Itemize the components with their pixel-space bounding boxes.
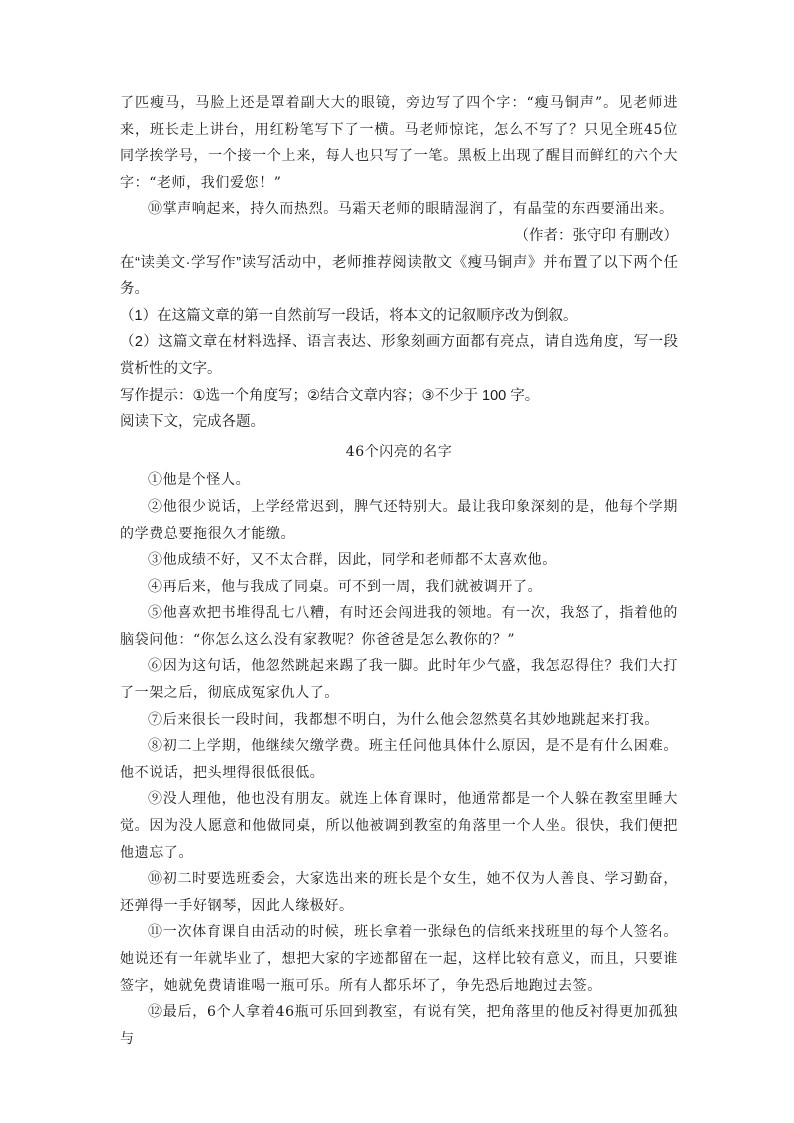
task-intro: 在“读美文·学写作”读写活动中，老师推荐阅读散文《瘦马铜声》并布置了以下两个任务。 bbox=[120, 254, 678, 298]
story2-title: 46个闪亮的名字 bbox=[345, 443, 453, 460]
story1-attribution-block bbox=[120, 223, 678, 250]
story2-paragraph: ⑨没人理他，他也没有朋友。就连上体育课时，他通常都是一个人躲在教室里睡大觉。因为没人愿意和他做同桌，所以他被调到教室的角落里一个人坐。很快，我们便把他遗忘了。 bbox=[120, 791, 678, 861]
story2-paragraph: ⑩初二时要选班委会，大家选出来的班长是个女生，她不仅为人善良、学习勤奋，还弹得一手好钢琴，因此人缘极好。 bbox=[120, 871, 678, 914]
story2-paragraph: ⑧初二上学期，他继续欠缴学费。班主任问他具体什么原因，是不是有什么困难。他不说话，把头埋得很低很低。 bbox=[120, 738, 678, 781]
story1-section bbox=[120, 90, 678, 223]
story2-paragraph: ①他是个怪人。 bbox=[148, 472, 251, 489]
task-section bbox=[120, 250, 678, 436]
task-item-2: （2）这篇文章在材料选择、语言表达、形象刻画方面都有亮点，请自选角度，写一段赏析性的文字。 bbox=[120, 334, 678, 377]
story1-paragraph-10: ⑩掌声响起来，持久而热烈。马霜天老师的眼睛湿润了，有晶莹的东西要涌出来。 bbox=[148, 201, 674, 218]
task-item-1: （1）在这篇文章的第一自然前写一段话，将本文的记叙顺序改为倒叙。 bbox=[120, 307, 578, 324]
story2-paragraph: ⑪一次体育课自由活动的时候，班长拿着一张绿色的信纸来找班里的每个人签名。她说还有一年就毕业了，想把大家的字迹都留在一起，这样比较有意义，而且，只要谁签字，她就免费请谁喝一瓶可乐。所有人都乐坏了，争先恐后地跑过去签。 bbox=[120, 924, 678, 994]
story2-section bbox=[120, 439, 678, 1053]
story1-paragraph-continued: 了匹瘦马，马脸上还是罩着副大大的眼镜，旁边写了四个字：“瘦马铜声”。见老师进来，班长走上讲台，用红粉笔写下了一横。马老师惊诧，怎么不写了？只见全班45位同学挨学号，一个接一个上来，每人也只写了一笔。黑板上出现了醒目而鲜红的六个大字：“老师，我们爱您！” bbox=[120, 95, 678, 191]
story2-paragraph: ⑫最后，6个人拿着46瓶可乐回到教室，有说有笑，把角落里的他反衬得更加孤独与 bbox=[120, 1004, 678, 1047]
story1-attribution: （作者：张守印 有删改） bbox=[514, 227, 678, 244]
reading-instruction: 阅读下文，完成各题。 bbox=[120, 414, 265, 431]
story2-paragraph: ②他很少说话，上学经常迟到，脾气还特别大。最让我印象深刻的是，他每个学期的学费总要拖很久才能缴。 bbox=[120, 498, 678, 542]
story2-paragraph: ⑦后来很长一段时间，我都想不明白，为什么他会忽然莫名其妙地跳起来打我。 bbox=[148, 711, 659, 728]
story2-paragraph: ⑥因为这句话，他忽然跳起来踢了我一脚。此时年少气盛，我怎忍得住？我们大打了一架之后，彻底成冤家仇人了。 bbox=[120, 658, 678, 702]
document-page bbox=[120, 90, 678, 1052]
story2-paragraph: ④再后来，他与我成了同桌。可不到一周，我们就被调开了。 bbox=[148, 578, 543, 595]
task-hint: 写作提示：①选一个角度写；②结合文章内容；③不少于 100 字。 bbox=[120, 387, 540, 404]
story2-paragraph: ③他成绩不好，又不太合群，因此，同学和老师都不太喜欢他。 bbox=[148, 552, 557, 569]
story2-paragraph: ⑤他喜欢把书堆得乱七八糟，有时还会闯进我的领地。有一次，我怒了，指着他的脑袋问他：“你怎么这么没有家教呢？你爸爸是怎么教你的？” bbox=[120, 605, 678, 648]
